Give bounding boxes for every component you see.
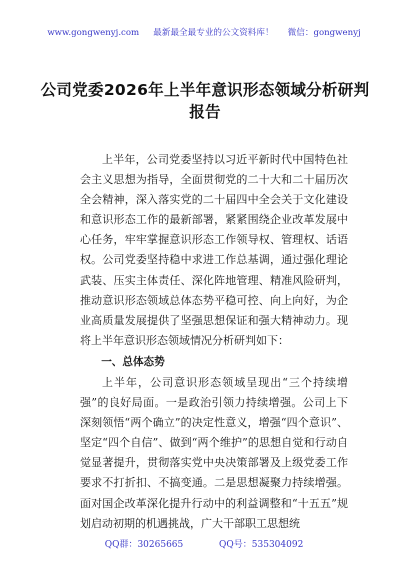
page-footer: [0, 539, 408, 551]
intro-paragraph: 上半年，公司党委坚持以习近平新时代中国特色社会主义思想为指导，全面贯彻党的二十大和二十届历次全会精神，深入落实党的二十届四中全会关于文化建设和意识形态工作的最新部署，紧紧围绕企业改革发展中心任务，牢牢掌握意识形态工作领导权、管理权、话语权。公司党委坚持稳中求进工作总基调，通过强化理论武装、压实主体责任、深化阵地管理、精准风险研判，推动意识形态领域总体态势平稳可控、向上向好，为企业高质量发展提供了坚强思想保证和强大精神动力。现将上半年意识形态领域情况分析研判如下：: [80, 153, 348, 347]
document-body: [80, 150, 348, 534]
document-title: 公司党委2026年上半年意识形态领域分析研判报告: [40, 81, 370, 121]
header-site-link[interactable]: www.gongwenyj.com: [47, 28, 140, 38]
header-slogan: 最新最全最专业的公文资料库！: [153, 28, 274, 38]
header-wechat: 微信：gongwenyj: [287, 28, 361, 38]
footer-qq-number: QQ号：535304092: [219, 540, 304, 550]
page-header: [0, 27, 408, 39]
section-heading: 一、总体态势: [101, 355, 165, 368]
footer-qq-group: QQ群：30265665: [104, 540, 184, 550]
section-paragraph: 上半年，公司意识形态领域呈现出“三个持续增强”的良好局面。一是政治引领力持续增强。公司上下深刻领悟“两个确立”的决定性意义，增强“四个意识”、坚定“四个自信”、做到“两个维护”的思想自觉和行动自觉显著提升，贯彻落实党中央决策部署及上级党委工作要求不打折扣、不搞变通。二是思想凝聚力持续增强。面对国企改革深化提升行动中的利益调整和“十五五”规划启动初期的机遇挑战，广大干部职工思想统: [80, 375, 348, 530]
